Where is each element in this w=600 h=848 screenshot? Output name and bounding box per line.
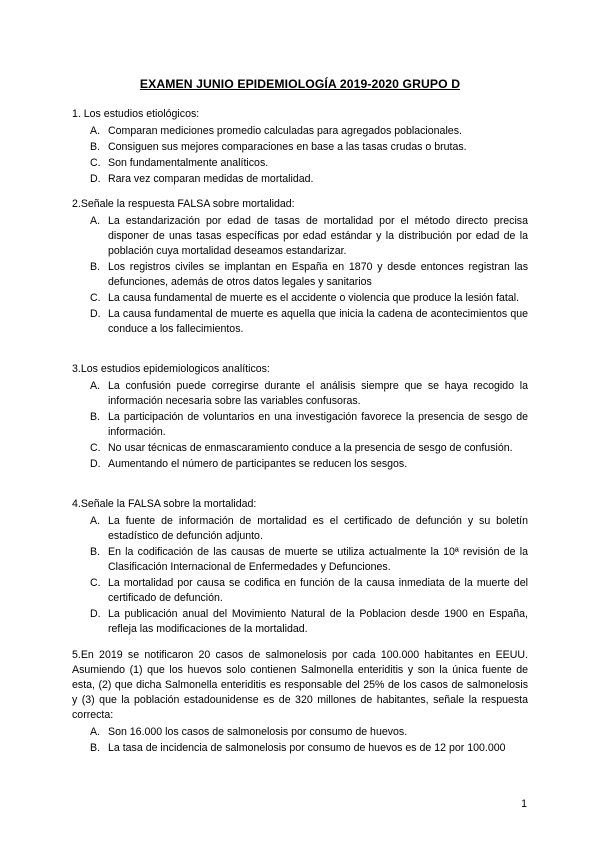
option-a: A. La fuente de información de mortalidad es el certificado de defunción y su boletín estadístico de defunción adjunto.	[90, 515, 528, 542]
page-number: 1	[521, 798, 527, 810]
option-d: D. Aumentando el número de participantes se reducen los sesgos.	[90, 458, 408, 470]
option-c: C. La mortalidad por causa se codifica en función de la causa inmediata de la muerte del certificado de defunción.	[90, 577, 528, 604]
option-b: B. La tasa de incidencia de salmonelosis por consumo de huevos es de 12 por 100.000	[90, 742, 506, 754]
option-b: B. En la codificación de las causas de muerte se utiliza actualmente la 10ª revisión de la Clasificación Internacional de Enfermedades y Defunciones.	[90, 546, 528, 573]
option-d: D. La causa fundamental de muerte es aquella que inicia la cadena de acontecimientos que conduce a los fallecimientos.	[90, 308, 528, 335]
question-stem: 3.Los estudios epidemiologicos analíticos:	[72, 363, 270, 375]
question-2	[72, 197, 528, 338]
option-c: C. No usar técnicas de enmascaramiento conduce a la presencia de sesgo de confusión.	[90, 442, 513, 454]
options-list	[72, 124, 528, 187]
options-list	[72, 725, 528, 756]
option-a: A. Son 16.000 los casos de salmonelosis por consumo de huevos.	[90, 726, 408, 738]
option-d: D. Rara vez comparan medidas de mortalidad.	[90, 173, 314, 185]
option-a: A. Comparan mediciones promedio calculadas para agregados poblacionales.	[90, 125, 462, 137]
option-b: B. Consiguen sus mejores comparaciones en base a las tasas crudas o brutas.	[90, 141, 467, 153]
option-a: A. La confusión puede corregirse durante el análisis siempre que se haya recogido la información necesaria sobre las variables confusoras.	[90, 380, 528, 407]
question-1	[72, 107, 528, 188]
question-5	[72, 648, 528, 757]
options-list	[72, 379, 528, 472]
option-b: B. La participación de voluntarios en una investigación favorece la presencia de sesgo de información.	[90, 411, 528, 438]
question-stem: 5.En 2019 se notificaron 20 casos de salmonelosis por cada 100.000 habitantes en EEUU. Asumiendo (1) que los huevos solo contienen Salmonella enteriditis y son la única fuente de esta, (2) que dicha Salmonella enteriditis es responsable del 25% de los casos de salmonelosis y (3) que la población estadounidense es de 320 millones de habitantes, señale la respuesta correcta:	[72, 649, 528, 721]
exam-title: EXAMEN JUNIO EPIDEMIOLOGÍA 2019-2020 GRUPO D	[139, 77, 461, 91]
option-c: C. La causa fundamental de muerte es el accidente o violencia que produce la lesión fatal.	[90, 292, 520, 304]
question-stem: 1. Los estudios etiológicos:	[72, 108, 200, 120]
question-3	[72, 362, 528, 473]
option-c: C. Son fundamentalmente analíticos.	[90, 157, 269, 169]
question-4	[72, 497, 528, 638]
option-d: D. La publicación anual del Movimiento Natural de la Poblacion desde 1900 en España, refleja las modificaciones de la mortalidad.	[90, 608, 528, 635]
option-a: A. La estandarización por edad de tasas de mortalidad por el método directo precisa disponer de unas tasas específicas por edad estándar y la distribución por edad de la población cuya mortalidad deseamos estandarizar.	[90, 215, 528, 257]
option-b: B. Los registros civiles se implantan en España en 1870 y desde entonces registran las defunciones, además de otros datos legales y sanitarios	[90, 261, 528, 288]
question-stem: 2.Señale la respuesta FALSA sobre mortalidad:	[72, 198, 295, 210]
question-stem: 4.Señale la FALSA sobre la mortalidad:	[72, 498, 257, 510]
options-list	[72, 514, 528, 637]
options-list	[72, 214, 528, 337]
